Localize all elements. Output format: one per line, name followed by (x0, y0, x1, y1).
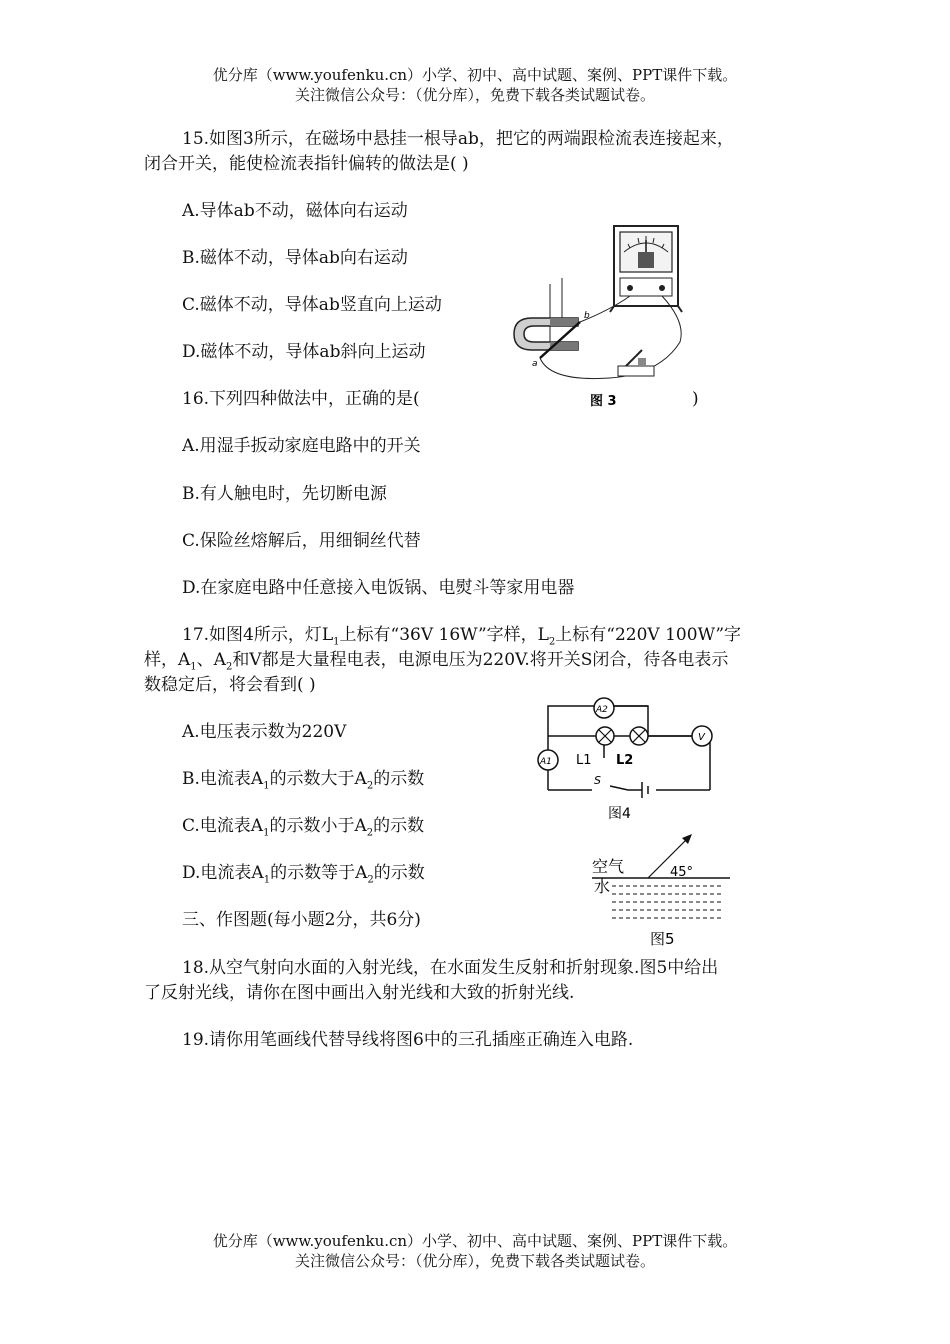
fig5-caption: 图5 (650, 930, 675, 948)
q17-stem-line-2: 样，$A_1$、$A_2$和V都是大量程电表，电源电压为220V.将开关S闭合，待各电表示 (144, 650, 729, 673)
q17-option-c: C.电流表$A_1$的示数小于$A_2$的示数 (182, 816, 425, 839)
fig4-l1-label: L1 (576, 753, 592, 768)
q17-option-d: D.电流表$A_1$的示数等于$A_2$的示数 (182, 863, 425, 886)
figure-5 (588, 826, 738, 950)
section-3-title: 三、作图题(每小题2分，共6分) (182, 910, 421, 930)
q19-line-1: 19.请你用笔画线代替导线将图6中的三孔插座正确连入电路. (182, 1030, 634, 1050)
header-line-1: 优分库（www.youfenku.cn）小学、初中、高中试题、案例、PPT课件下载。 (212, 66, 738, 84)
q16-option-c: C.保险丝熔解后，用细铜丝代替 (182, 531, 421, 551)
q16-close-paren: ) (692, 389, 699, 409)
fig5-air-label: 空气 (592, 857, 625, 876)
q15-option-c: C.磁体不动，导体ab竖直向上运动 (182, 295, 442, 315)
fig5-angle-label: 45° (670, 865, 694, 880)
q16-option-b: B.有人触电时，先切断电源 (182, 484, 387, 504)
fig4-caption: 图4 (608, 806, 631, 822)
q17-stem-line-1: 17.如图4所示，灯$L_1$上标有“36V 16W”字样，$L_2$上标有“220V 100W”字 (182, 625, 742, 648)
footer-line-1: 优分库（www.youfenku.cn）小学、初中、高中试题、案例、PPT课件下载。 (212, 1232, 738, 1250)
q15-option-a: A.导体ab不动，磁体向右运动 (182, 201, 408, 221)
fig4-v-label: V (698, 732, 705, 743)
fig4-a2-label: A2 (596, 705, 608, 715)
q16-option-d: D.在家庭电路中任意接入电饭锅、电熨斗等家用电器 (182, 578, 575, 598)
q17-option-a: A.电压表示数为220V (182, 722, 347, 742)
q15-stem-line-1: 15.如图3所示，在磁场中悬挂一根导ab，把它的两端跟检流表连接起来， (182, 129, 734, 149)
q16-option-a: A.用湿手扳动家庭电路中的开关 (182, 436, 421, 456)
q17-stem-line-3: 数稳定后，将会看到( ) (144, 675, 316, 695)
q17-option-b: B.电流表$A_1$的示数大于$A_2$的示数 (182, 769, 425, 792)
footer-line-2: 关注微信公众号：（优分库），免费下载各类试题试卷。 (294, 1252, 655, 1270)
q15-option-b: B.磁体不动，导体ab向右运动 (182, 248, 408, 268)
fig4-l2-label: L2 (616, 753, 634, 768)
fig3-label-a: a (532, 359, 538, 369)
fig5-water-label: 水 (594, 877, 611, 896)
figure-4 (532, 692, 722, 828)
q18-line-2: 了反射光线，请你在图中画出入射光线和大致的折射光线. (144, 983, 575, 1003)
q16-stem: 16.下列四种做法中，正确的是( (182, 389, 420, 409)
fig4-s-label: S (594, 774, 601, 787)
q15-option-d: D.磁体不动，导体ab斜向上运动 (182, 342, 426, 362)
fig4-a1-label: A1 (540, 757, 552, 767)
figure-3 (510, 222, 690, 412)
header-line-2: 关注微信公众号：（优分库），免费下载各类试题试卷。 (294, 86, 655, 104)
fig3-caption: 图 3 (590, 394, 617, 409)
fig3-label-b: b (584, 311, 590, 321)
q15-stem-line-2: 闭合开关，能使检流表指针偏转的做法是( ) (144, 154, 469, 174)
q18-line-1: 18.从空气射向水面的入射光线，在水面发生反射和折射现象.图5中给出 (182, 958, 719, 978)
